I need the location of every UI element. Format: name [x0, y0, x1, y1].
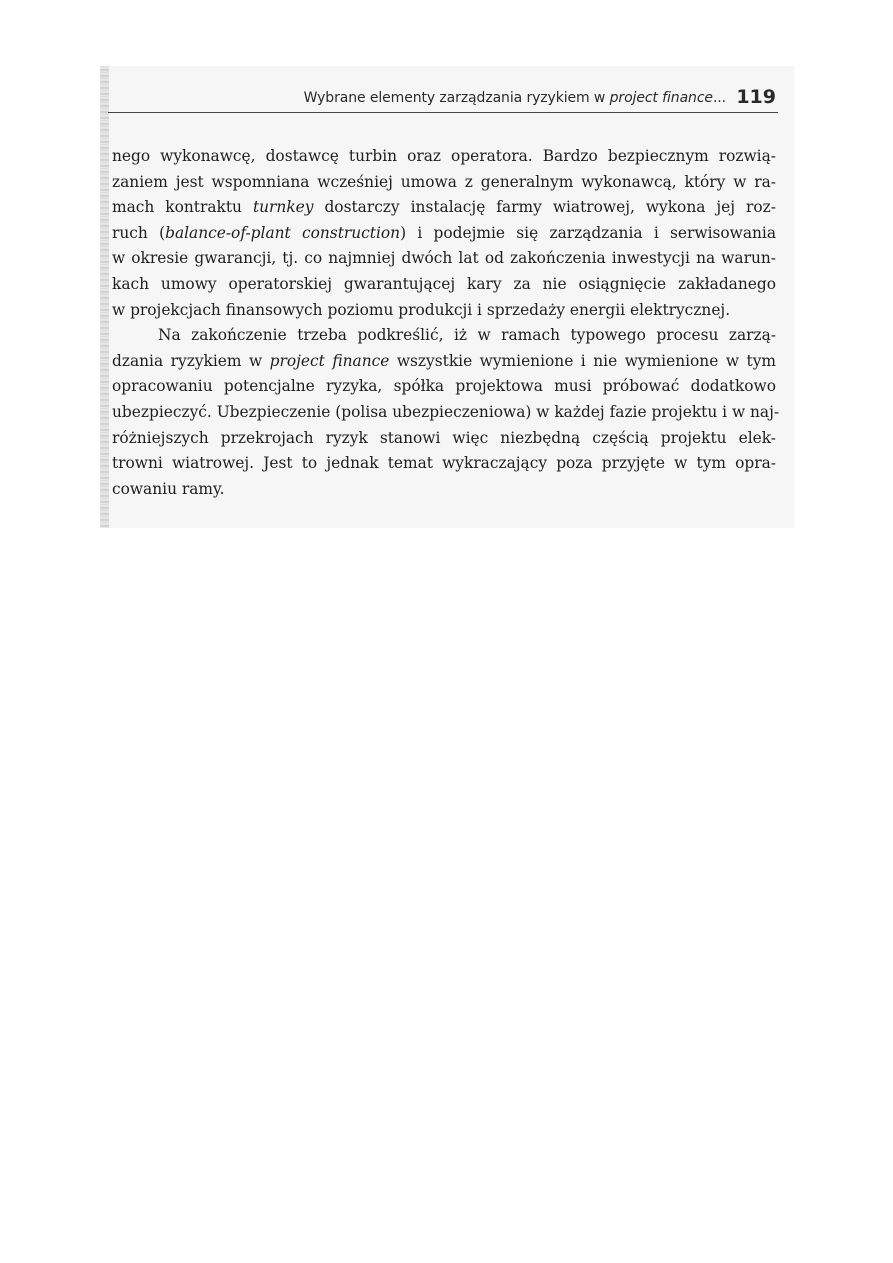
- text-segment: w okresie gwarancji, tj. co najmniej dwóch lat od zakończenia inwestycji na warun-: [112, 249, 776, 268]
- text-segment: dzania ryzykiem w: [112, 351, 270, 370]
- text-segment: opracowaniu potencjalne ryzyka, spółka projektowa musi próbować dodatkowo: [112, 377, 776, 396]
- text-line: [112, 400, 780, 426]
- book-binding-edge: [100, 66, 109, 528]
- italic-term: turnkey: [252, 198, 314, 217]
- text-segment: ubezpieczyć. Ubezpieczenie (polisa ubezpieczeniowa) w każdej fazie projektu i w naj-: [112, 402, 780, 421]
- text-line: [112, 349, 776, 375]
- text-line: [112, 426, 776, 452]
- text-segment: kach umowy operatorskiej gwarantującej kary za nie osiągnięcie zakładanego: [112, 274, 776, 293]
- running-title-italic: project finance: [609, 90, 713, 106]
- text-line: [112, 323, 776, 349]
- text-segment: trowni wiatrowej. Jest to jednak temat wykraczający poza przyjęte w tym opra-: [112, 454, 776, 473]
- running-title: [304, 90, 726, 106]
- text-line: [112, 272, 776, 298]
- text-line: [112, 144, 776, 170]
- text-segment: Na zakończenie trzeba podkreślić, iż w ramach typowego procesu zarzą-: [158, 326, 776, 345]
- text-line: [112, 451, 776, 477]
- italic-term: balance-of-plant construction: [165, 223, 401, 242]
- text-line: [112, 477, 776, 503]
- text-segment: cowaniu ramy.: [112, 479, 225, 498]
- text-line: [112, 170, 776, 196]
- text-segment: wszystkie wymienione i nie wymienione w tym: [389, 351, 776, 370]
- text-segment: w projekcjach finansowych poziomu produkcji i sprzedaży energii elektrycznej.: [112, 300, 731, 319]
- text-segment: ) i podejmie się zarządzania i serwisowania: [400, 223, 777, 242]
- italic-term: project finance: [269, 351, 390, 370]
- text-segment: nego wykonawcę, dostawcę turbin oraz operatora. Bardzo bezpiecznym rozwią-: [112, 147, 776, 165]
- text-line: [112, 246, 776, 272]
- text-segment: ruch (: [112, 223, 166, 242]
- running-header: [108, 86, 778, 113]
- running-title-suffix: ...: [712, 90, 726, 106]
- text-line: [112, 374, 776, 400]
- text-line: [112, 298, 776, 324]
- body-text: [112, 144, 780, 502]
- running-title-prefix: Wybrane elementy zarządzania ryzykiem w: [303, 90, 610, 106]
- text-segment: dostarczy instalację farmy wiatrowej, wykona jej roz-: [313, 198, 776, 217]
- text-line: [112, 195, 776, 221]
- page-number: 119: [736, 86, 776, 108]
- text-segment: mach kontraktu: [112, 198, 253, 217]
- text-line: [112, 221, 776, 247]
- text-segment: zaniem jest wspomniana wcześniej umowa z generalnym wykonawcą, który w ra-: [112, 172, 776, 191]
- text-segment: różniejszych przekrojach ryzyk stanowi więc niezbędną częścią projektu elek-: [112, 428, 776, 447]
